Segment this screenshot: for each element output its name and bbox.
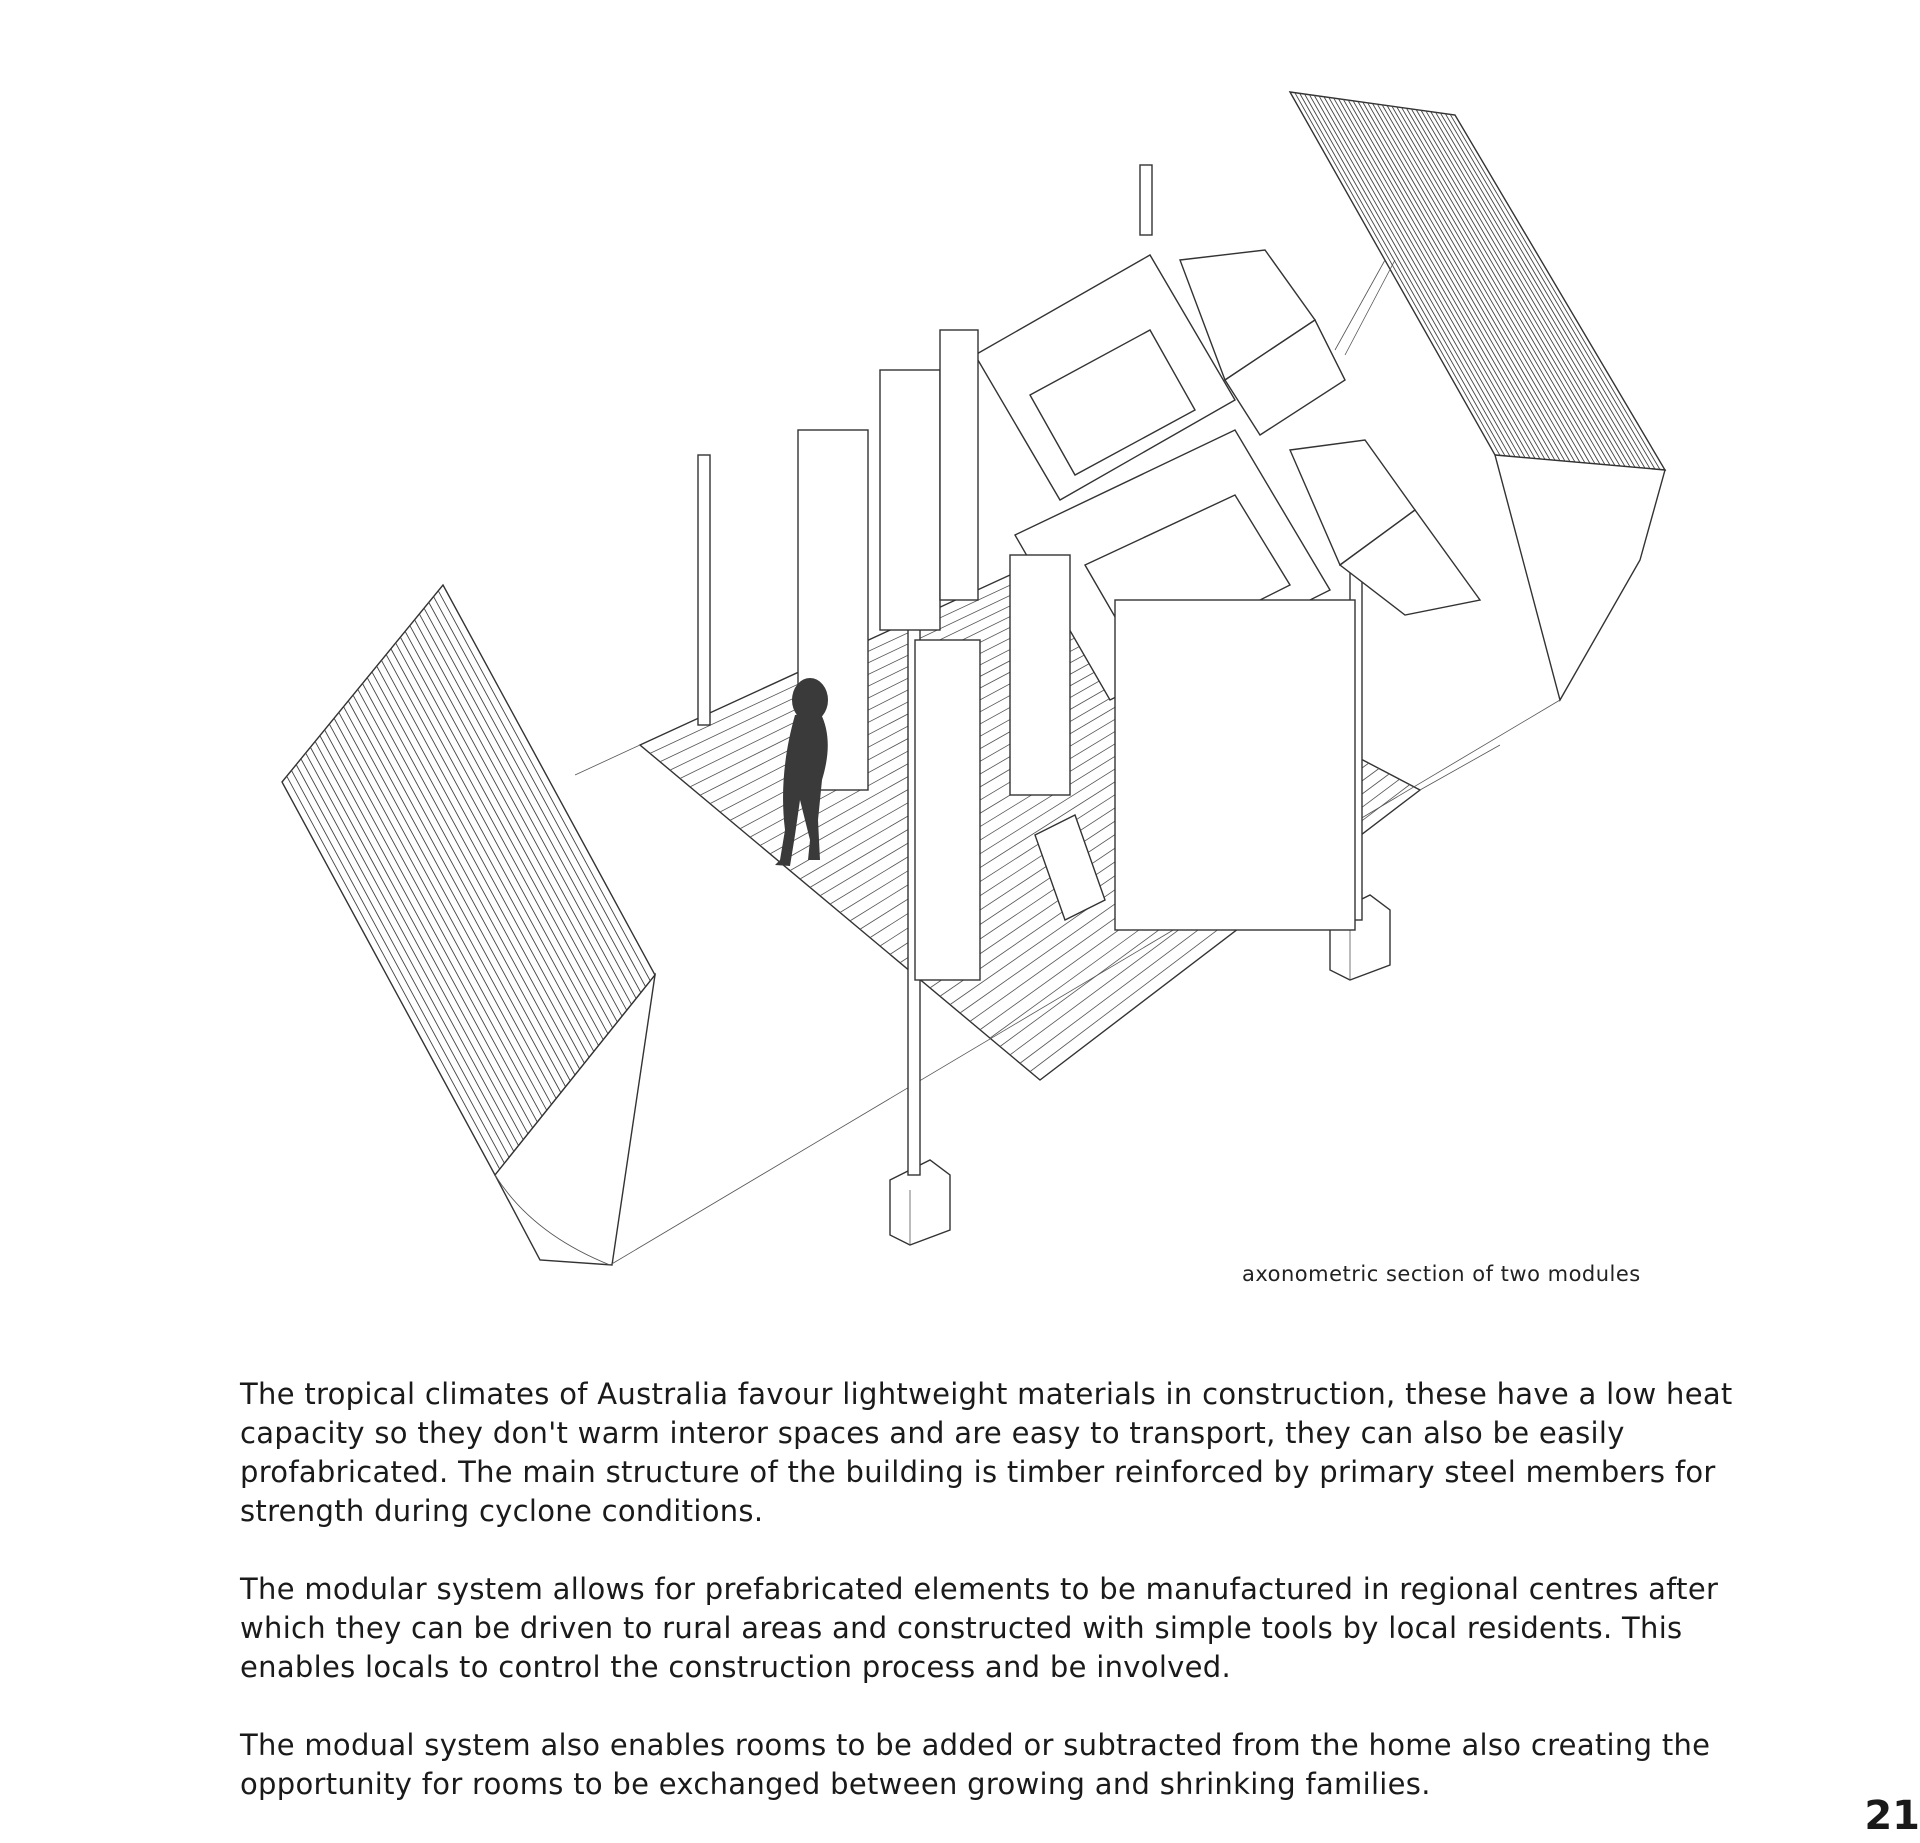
left-roof-panel xyxy=(282,585,655,1265)
figure-caption: axonometric section of two modules xyxy=(1242,1262,1641,1286)
paragraph-1: The tropical climates of Australia favour lightweight materials in construction, these have a low heat capacity so they don't warm interor spaces and are easy to transport, they can also be easily profabricated. The main structure of the building is timber reinforced by primary steel members for strength during cyclone conditions. xyxy=(240,1377,1733,1528)
paragraph-3: The modual system also enables rooms to be added or subtracted from the home also creating the opportunity for rooms to be exchanged between growing and shrinking families. xyxy=(240,1728,1711,1801)
page-number: 21 xyxy=(1864,1793,1920,1839)
body-text xyxy=(240,1375,1760,1843)
paragraph-2: The modular system allows for prefabricated elements to be manufactured in regional centres after which they can be driven to rural areas and constructed with simple tools by local residents. This enables locals to control the construction process and be involved. xyxy=(240,1572,1719,1684)
